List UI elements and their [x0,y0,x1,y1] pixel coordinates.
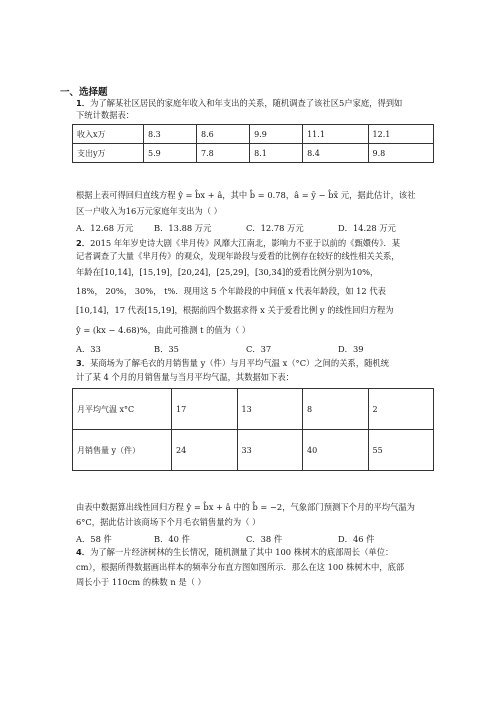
q1-option-c[interactable]: C．12.78 万元 [246,223,304,233]
table-cell: 40 [303,430,369,471]
table-cell: 13 [237,389,303,430]
q3-option-b[interactable]: B．40 件 [154,534,190,544]
q3-option-c[interactable]: C．38 件 [246,534,283,544]
table-cell: 8.6 [197,125,250,144]
q2-option-d[interactable]: D．39 [338,344,364,354]
q1-number: 1． [76,98,91,108]
table-cell: 收入x万 [73,125,144,144]
table-cell: 7.8 [197,144,250,163]
q2-text-1: 2015 年年岁史诗大剧《芈月传》风靡大江南北，影响力不亚于以前的《甄嬛传》．某 [90,238,401,248]
table-cell: 17 [172,389,238,430]
q3-options [76,533,374,545]
q1-line-1 [76,98,402,109]
q2-line-3: 年龄在[10,14]，[15,19]，[20,24]，[25,29]，[30,34]的爱看比例分别为10%， [76,267,379,277]
table-cell: 5.9 [144,144,197,163]
q2-number: 2． [76,238,91,248]
q2-options [76,343,364,355]
q2-line-4: 18%， 20%， 30%， t%．现用这 5 个年龄段的中间值 x 代表年龄段，如 12 代表 [76,286,386,296]
q3-data-table [72,388,434,471]
q4-number: 4． [76,547,91,557]
table-cell: 8.1 [250,144,303,163]
q3-option-a[interactable]: A．58 件 [76,534,112,544]
table-cell: 9.8 [368,144,433,163]
q3-text-1: 某商场为了解毛衣的月销售量 y（件）与月平均气温 x（°C）之间的关系，随机统 [90,358,390,368]
table-cell: 12.1 [368,125,433,144]
q1-line-2: 下统计数据表： [76,110,135,120]
q3-line-4: 6°C，据此估计该商场下个月毛衣销售量约为（ ） [76,517,261,527]
q2-option-c[interactable]: C．37 [246,344,272,354]
section-title: 一、选择题 [60,87,108,98]
table-cell: 11.1 [303,125,368,144]
table-row [73,144,434,163]
q1-data-table [72,124,434,163]
q3-line-3: 由表中数据算出线性回归方程 ŷ = b̂x + â 中的 b̂ = −2，气象部门预测下个月的平均气温为 [76,502,415,512]
q1-line-4: 区一户收入为16万元家庭年支出为（ ） [76,206,222,216]
q1-line-3: 根据上表可得回归直线方程 ŷ = b̂x + â，其中 b̂ = 0.78，â = ȳ − b̂x̄ 元，据此估计，该社 [76,190,416,200]
q4-line-1 [76,547,393,558]
q1-option-a[interactable]: A．12.68 万元 [76,223,134,233]
q1-option-d[interactable]: D．14.28 万元 [338,223,396,233]
table-row [73,389,434,430]
table-cell: 支出y万 [73,144,144,163]
q3-line-2: 计了某 4 个月的月销售量与当月平均气温，其数据如下表： [76,372,294,382]
table-row [73,125,434,144]
table-cell: 24 [172,430,238,471]
q3-option-d[interactable]: D．46 件 [338,534,375,544]
table-cell: 月销售量 y（件） [73,430,172,471]
q2-option-a[interactable]: A．33 [76,344,101,354]
q2-option-b[interactable]: B．35 [154,344,179,354]
q1-option-b[interactable]: B．13.88 万元 [154,223,212,233]
q2-line-1 [76,238,400,249]
q4-text-1: 为了解一片经济树林的生长情况，随机测量了其中 100 株树木的底部周长（单位： [90,547,394,557]
table-cell: 2 [368,389,434,430]
q1-options [76,222,396,234]
q2-line-2: 记者调查了大量《芈月传》的观众，发现年龄段与爱看的比例存在较好的线性相关关系， [76,251,400,261]
q2-line-6: ŷ = (kx − 4.68)%，由此可推测 t 的值为（ ） [76,325,251,335]
q4-line-2: cm），根据所得数据画出样本的频率分布直方图如图所示．那么在这 100 株树木中，底部 [76,562,405,572]
q4-line-3: 周长小于 110cm 的株数 n 是（ ） [76,577,206,587]
table-cell: 9.9 [250,125,303,144]
table-cell: 55 [368,430,434,471]
table-cell: 月平均气温 x°C [73,389,172,430]
q1-text-1: 为了解某社区居民的家庭年收入和年支出的关系，随机调查了该社区5户家庭，得到如 [90,98,403,108]
q2-line-5: [10,14]，17 代表[15,19]，根据前四个数据求得 x 关于爱看比例 y 的线性回归方程为 [76,305,394,315]
table-cell: 8 [303,389,369,430]
table-cell: 8.4 [303,144,368,163]
q3-number: 3． [76,358,91,368]
table-cell: 8.3 [144,125,197,144]
table-row [73,430,434,471]
q3-line-1 [76,358,389,369]
table-cell: 33 [237,430,303,471]
